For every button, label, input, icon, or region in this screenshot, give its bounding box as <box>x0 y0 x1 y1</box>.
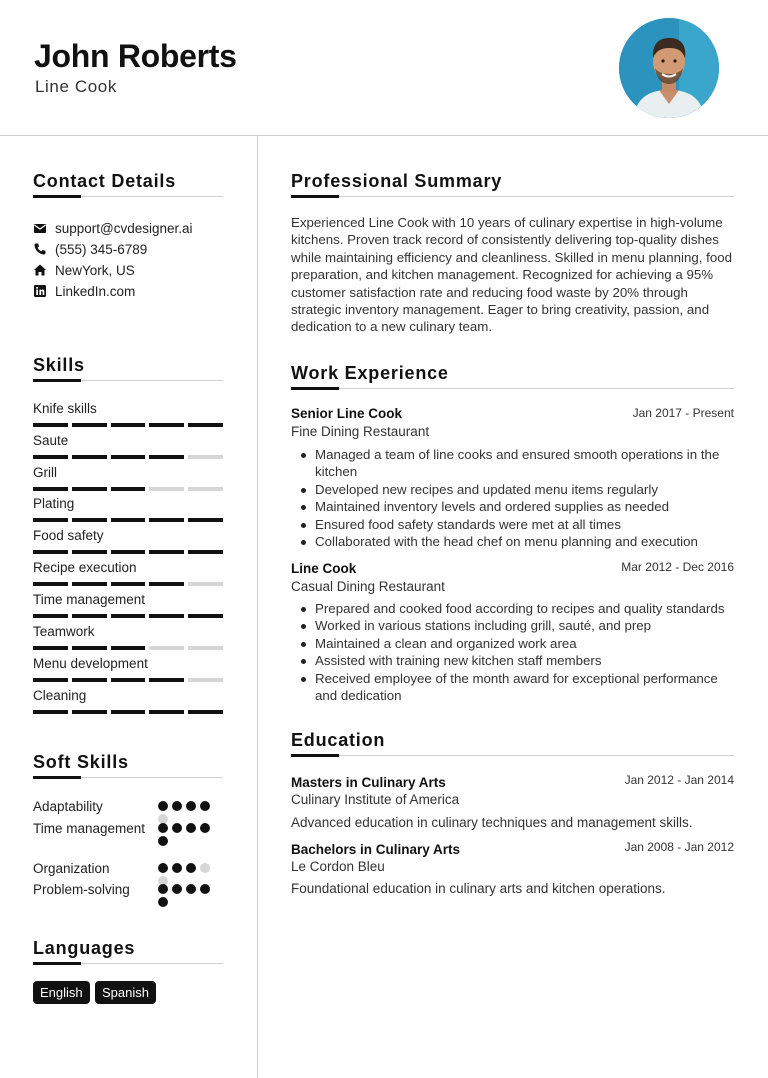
rating-dot <box>158 897 168 907</box>
skill-level-bar <box>33 646 223 650</box>
skill-level-segment <box>188 487 223 491</box>
languages-section-rule <box>33 963 223 964</box>
soft-skill-item <box>33 797 223 816</box>
skill-level-segment <box>33 550 68 554</box>
skill-level-segment <box>111 518 146 522</box>
rating-dot <box>172 884 182 894</box>
skill-label: Plating <box>33 496 75 511</box>
skill-level-segment <box>72 518 107 522</box>
soft-skill-item <box>33 819 223 838</box>
skill-level-segment <box>33 614 68 618</box>
skill-level-segment <box>149 487 184 491</box>
rating-dot <box>158 884 168 894</box>
skill-level-segment <box>72 455 107 459</box>
rating-dot <box>200 801 210 811</box>
rating-dot <box>200 863 210 873</box>
skill-level-bar <box>33 455 223 459</box>
contact-email[interactable] <box>33 219 193 237</box>
soft-skill-label: Problem-solving <box>33 882 130 897</box>
work-section-rule <box>291 388 734 389</box>
work-section-title: Work Experience <box>291 363 449 383</box>
skill-level-bar <box>33 487 223 491</box>
rating-dot <box>200 823 210 833</box>
contact-section-rule <box>33 196 223 197</box>
skill-level-segment <box>188 582 223 586</box>
contact-linkedin-text: LinkedIn.com <box>55 283 136 299</box>
contact-email-text: support@cvdesigner.ai <box>55 220 193 236</box>
rating-dot <box>172 801 182 811</box>
rating-dot <box>186 801 196 811</box>
envelope-icon <box>33 221 47 235</box>
skill-level-segment <box>188 678 223 682</box>
skill-level-bar <box>33 423 223 427</box>
skill-label: Knife skills <box>33 401 97 416</box>
job-responsibilities <box>315 600 735 704</box>
skill-level-segment <box>72 614 107 618</box>
education-section-rule <box>291 755 734 756</box>
skill-label: Food safety <box>33 528 104 543</box>
skill-label: Grill <box>33 465 57 480</box>
degree-dates: Jan 2008 - Jan 2012 <box>624 840 734 854</box>
skill-level-segment <box>33 582 68 586</box>
soft-skills-section-rule <box>33 777 223 778</box>
skill-item <box>33 495 223 522</box>
soft-skill-label: Adaptability <box>33 799 103 814</box>
summary-text: Experienced Line Cook with 10 years of culinary expertise in high-volume kitchens. Proven track record of consistently delivering top-quality dishes while maintaining efficiency and cleanliness. Skilled in menu planning, food preparation, and kitchen management. Recognized for achieving a 95% customer satisfaction rate and reducing food waste by 20% through strategic inventory management. Eager to bring creativity, passion, and dedication to a new culinary team. <box>291 215 733 335</box>
skill-label: Teamwork <box>33 624 95 639</box>
skill-level-segment <box>33 487 68 491</box>
profile-photo <box>619 18 719 118</box>
school-name: Le Cordon Bleu <box>291 859 385 874</box>
skill-item <box>33 400 223 427</box>
language-tag-english: English <box>33 981 90 1004</box>
skill-level-segment <box>111 614 146 618</box>
skill-level-segment <box>33 710 68 714</box>
skill-level-segment <box>111 582 146 586</box>
column-divider <box>257 136 258 1078</box>
skill-level-segment <box>33 518 68 522</box>
rating-dot <box>158 801 168 811</box>
soft-skill-item <box>33 859 223 878</box>
skill-level-segment <box>72 678 107 682</box>
skill-level-segment <box>33 455 68 459</box>
rating-dot <box>158 863 168 873</box>
phone-icon <box>33 242 47 256</box>
soft-skill-label: Time management <box>33 821 146 836</box>
degree-title: Bachelors in Culinary Arts <box>291 842 461 857</box>
soft-skill-label: Organization <box>33 861 110 876</box>
job-title: Line Cook <box>291 561 357 576</box>
candidate-name: John Roberts <box>34 38 237 74</box>
job-bullet: Collaborated with the head chef on menu planning and execution <box>315 533 735 550</box>
skill-level-segment <box>72 550 107 554</box>
degree-description: Advanced education in culinary techniques and management skills. <box>291 815 693 830</box>
degree-description: Foundational education in culinary arts and kitchen operations. <box>291 881 666 896</box>
skill-level-segment <box>149 455 184 459</box>
skill-item <box>33 559 223 586</box>
soft-skill-rating <box>158 884 218 907</box>
skill-level-segment <box>149 423 184 427</box>
skill-level-bar <box>33 518 223 522</box>
job-bullet: Prepared and cooked food according to recipes and quality standards <box>315 600 735 617</box>
skill-level-segment <box>72 487 107 491</box>
skill-item <box>33 432 223 459</box>
candidate-role: Line Cook <box>35 77 117 96</box>
skill-level-segment <box>188 710 223 714</box>
skill-level-segment <box>149 710 184 714</box>
skill-label: Cleaning <box>33 688 87 703</box>
skill-level-segment <box>72 423 107 427</box>
skill-level-segment <box>188 614 223 618</box>
skills-section-title: Skills <box>33 355 85 375</box>
rating-dot <box>186 823 196 833</box>
skill-level-segment <box>33 423 68 427</box>
job-dates: Jan 2017 - Present <box>632 406 734 420</box>
skill-level-segment <box>149 550 184 554</box>
degree-title: Masters in Culinary Arts <box>291 775 446 790</box>
skill-level-segment <box>72 582 107 586</box>
skill-level-segment <box>149 582 184 586</box>
language-tag-spanish: Spanish <box>95 981 156 1004</box>
skill-level-segment <box>72 710 107 714</box>
rating-dot <box>172 863 182 873</box>
contact-section-title: Contact Details <box>33 171 177 191</box>
job-bullet: Maintained a clean and organized work area <box>315 635 735 652</box>
rating-dot <box>186 863 196 873</box>
contact-location-text: NewYork, US <box>55 262 135 278</box>
job-bullet: Developed new recipes and updated menu items regularly <box>315 481 735 498</box>
skill-item <box>33 464 223 491</box>
rating-dot <box>158 836 168 846</box>
contact-phone-text: (555) 345-6789 <box>55 241 148 257</box>
job-bullet: Worked in various stations including grill, sauté, and prep <box>315 617 735 634</box>
skill-item <box>33 591 223 618</box>
skill-level-bar <box>33 678 223 682</box>
skill-level-segment <box>149 518 184 522</box>
skill-level-segment <box>111 646 146 650</box>
skill-item <box>33 623 223 650</box>
job-dates: Mar 2012 - Dec 2016 <box>621 560 734 574</box>
job-bullet: Assisted with training new kitchen staff members <box>315 652 735 669</box>
skill-level-segment <box>149 614 184 618</box>
skill-level-segment <box>149 646 184 650</box>
skill-level-segment <box>188 423 223 427</box>
job-responsibilities <box>315 446 735 550</box>
rating-dot <box>158 823 168 833</box>
linkedin-icon <box>33 284 47 298</box>
skill-level-segment <box>111 710 146 714</box>
contact-phone[interactable] <box>33 240 147 258</box>
skill-level-segment <box>111 550 146 554</box>
skill-level-segment <box>188 550 223 554</box>
skill-level-bar <box>33 710 223 714</box>
summary-section-rule <box>291 196 734 197</box>
skill-label: Time management <box>33 592 146 607</box>
contact-linkedin[interactable] <box>33 282 135 300</box>
skill-level-bar <box>33 550 223 554</box>
languages-section-title: Languages <box>33 938 136 958</box>
skill-level-segment <box>72 646 107 650</box>
skill-level-bar <box>33 582 223 586</box>
skill-item <box>33 687 223 714</box>
skill-item <box>33 527 223 554</box>
school-name: Culinary Institute of America <box>291 792 460 807</box>
job-bullet: Managed a team of line cooks and ensured smooth operations in the kitchen <box>315 446 735 481</box>
skill-item <box>33 655 223 682</box>
skill-level-segment <box>188 455 223 459</box>
skill-label: Menu development <box>33 656 148 671</box>
job-bullet: Ensured food safety standards were met at all times <box>315 516 735 533</box>
skill-label: Recipe execution <box>33 560 137 575</box>
skill-level-segment <box>111 487 146 491</box>
job-title: Senior Line Cook <box>291 406 403 421</box>
job-bullet: Maintained inventory levels and ordered supplies as needed <box>315 498 735 515</box>
skill-level-bar <box>33 614 223 618</box>
soft-skills-section-title: Soft Skills <box>33 752 129 772</box>
soft-skill-item <box>33 880 223 899</box>
skill-level-segment <box>188 646 223 650</box>
degree-dates: Jan 2012 - Jan 2014 <box>624 773 734 787</box>
skill-level-segment <box>33 678 68 682</box>
skill-level-segment <box>149 678 184 682</box>
contact-location <box>33 261 135 279</box>
rating-dot <box>200 884 210 894</box>
skill-label: Saute <box>33 433 69 448</box>
soft-skill-rating <box>158 823 218 846</box>
job-bullet: Received employee of the month award for exceptional performance and dedication <box>315 670 735 705</box>
job-employer: Fine Dining Restaurant <box>291 424 430 439</box>
skill-level-segment <box>111 678 146 682</box>
skill-level-segment <box>111 423 146 427</box>
skill-level-segment <box>188 518 223 522</box>
skill-level-segment <box>111 455 146 459</box>
rating-dot <box>186 884 196 894</box>
education-section-title: Education <box>291 730 386 750</box>
rating-dot <box>172 823 182 833</box>
resume-header <box>0 0 768 136</box>
home-icon <box>33 263 47 277</box>
job-employer: Casual Dining Restaurant <box>291 579 445 594</box>
summary-section-title: Professional Summary <box>291 171 503 191</box>
skills-section-rule <box>33 380 223 381</box>
skill-level-segment <box>33 646 68 650</box>
